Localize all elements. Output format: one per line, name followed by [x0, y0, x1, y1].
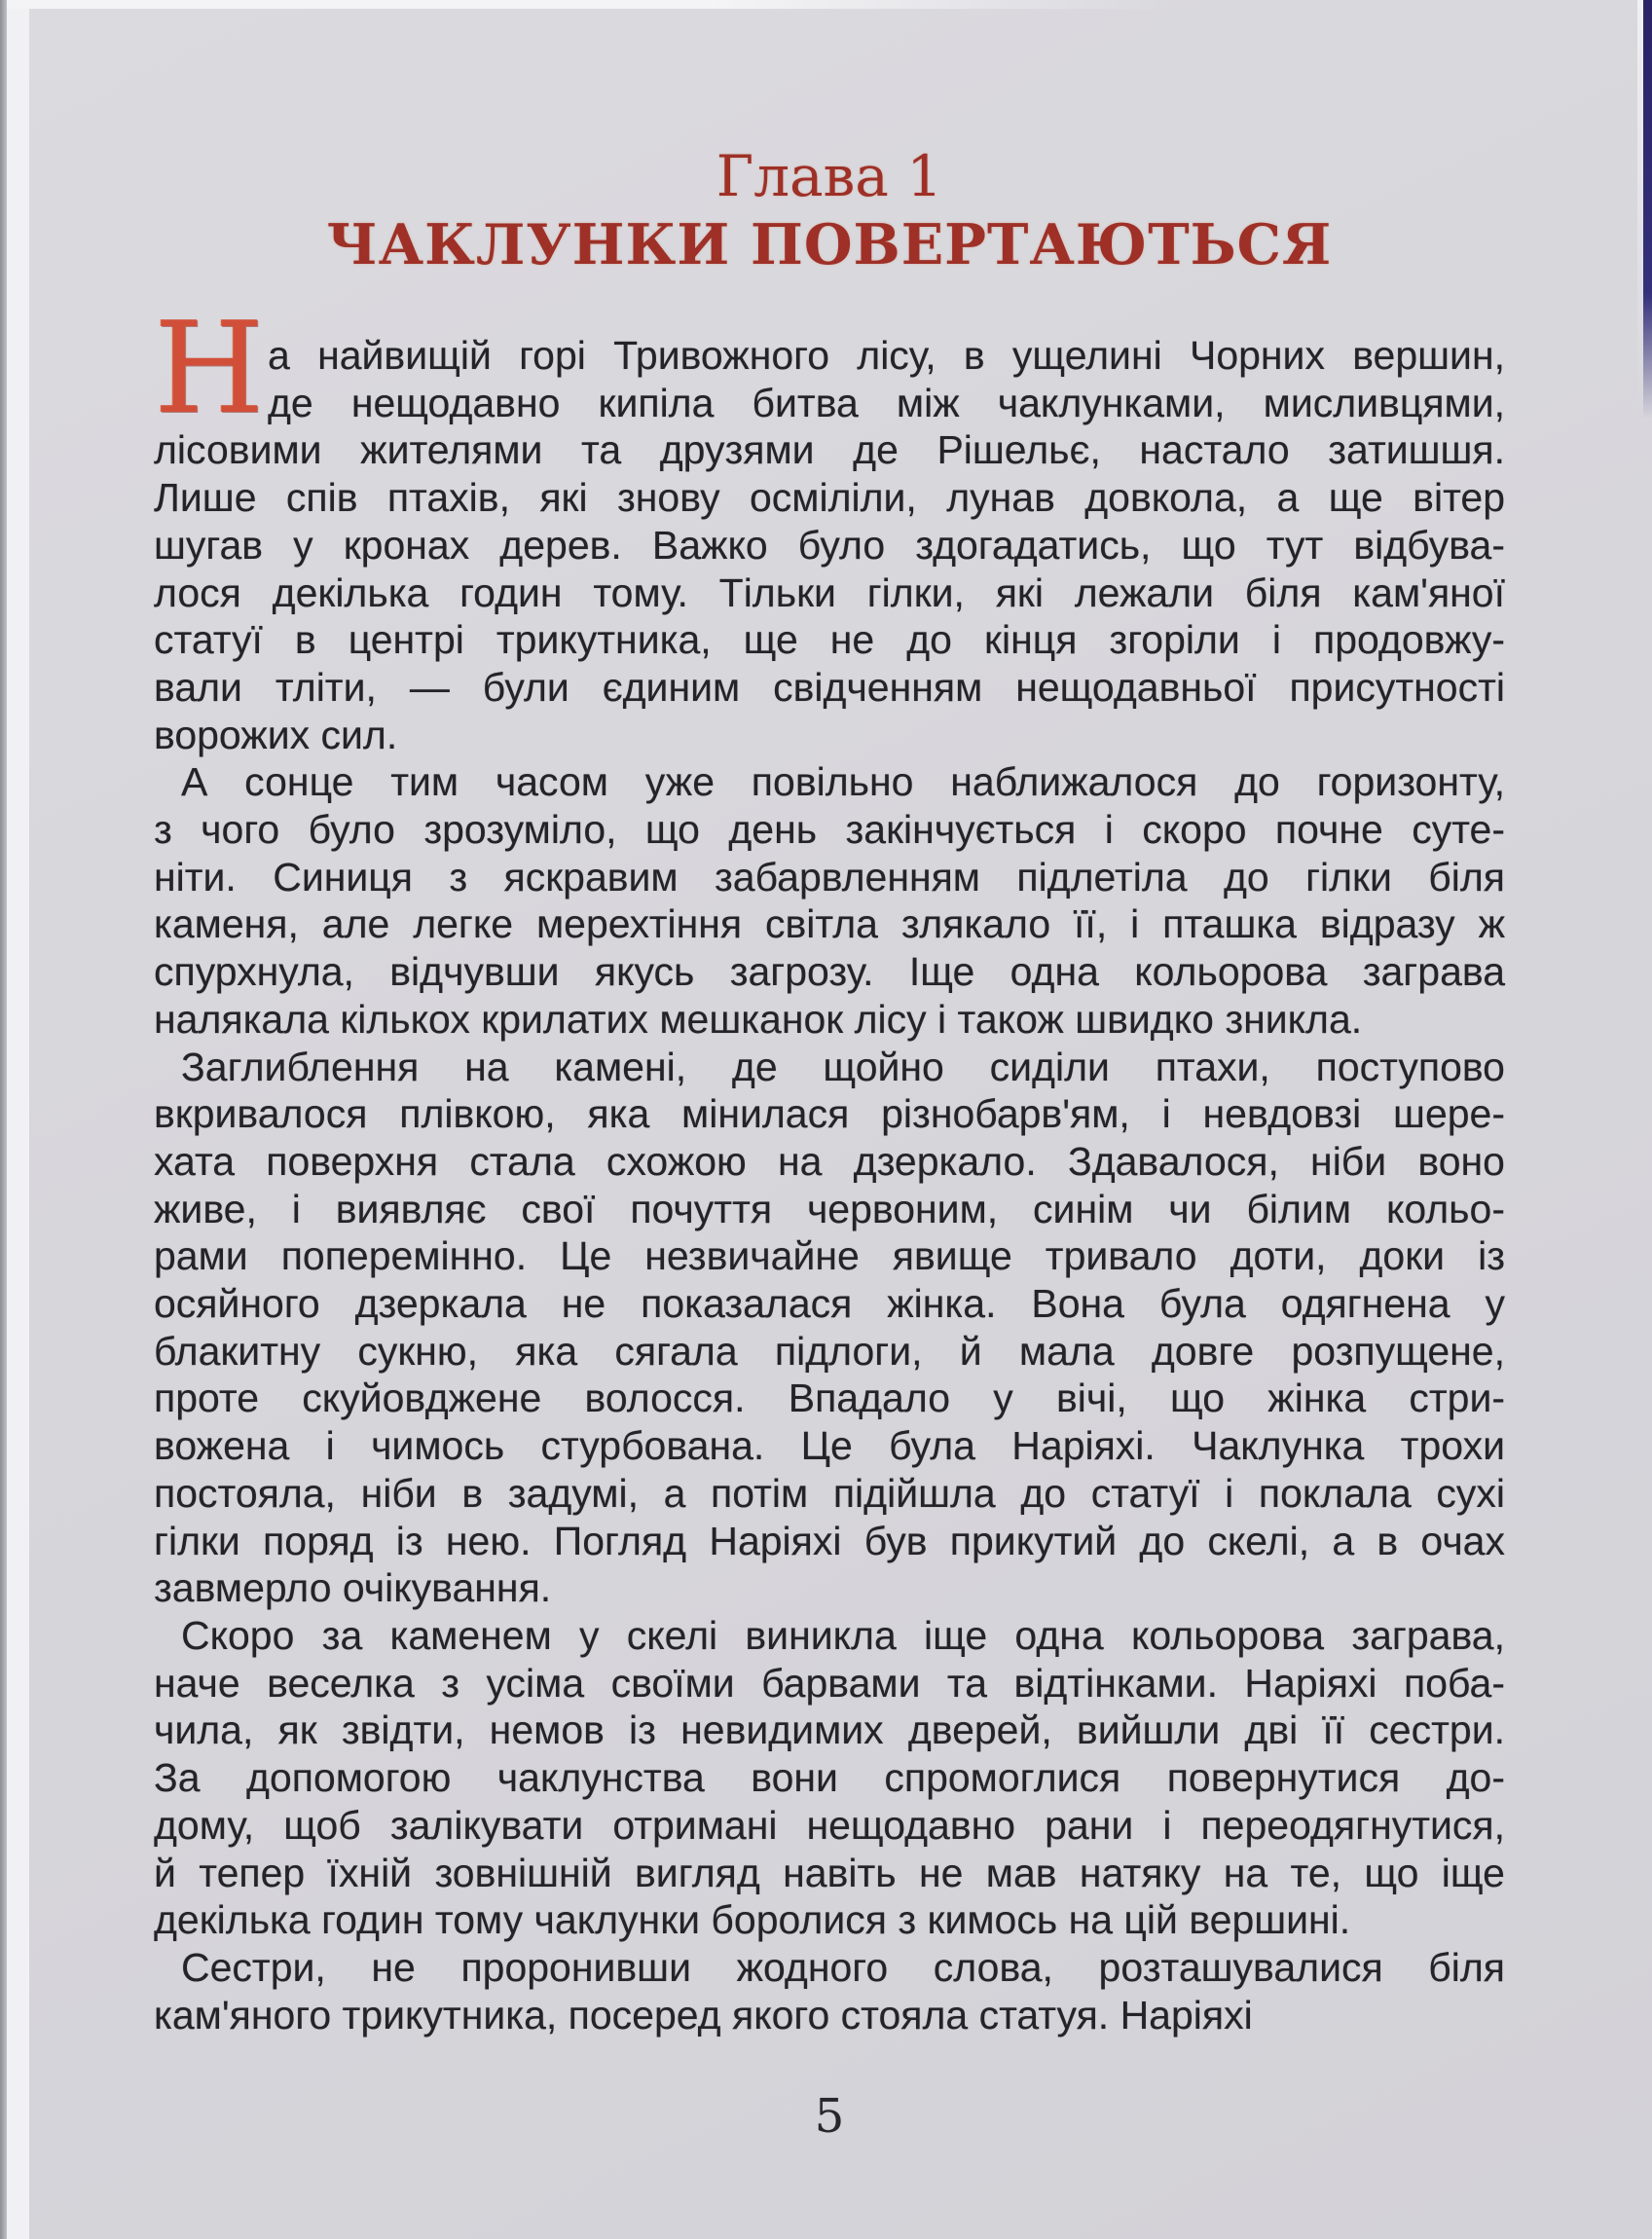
text-line: де нещодавно кипіла битва між чаклунками, мисливцями,	[268, 380, 1505, 425]
text-line: дому, щоб залікувати отримані нещодавно рани і переодягнутися,	[154, 1802, 1505, 1848]
text-line: кам'яного трикутника, посеред якого стояла статуя. Наріяхі	[154, 1992, 1253, 2037]
text-line: хата поверхня стала схожою на дзеркало. Здавалося, ніби воно	[154, 1138, 1505, 1184]
text-line: наче веселка з усіма своїми барвами та відтінками. Наріяхі поба-	[154, 1660, 1505, 1706]
text-line: налякала кількох крилатих мешканок лісу і також швидко зникла.	[154, 996, 1363, 1042]
text-line: вожена і чимось стурбована. Це була Наріяхі. Чаклунка трохи	[154, 1423, 1505, 1469]
paragraph	[154, 1944, 1505, 2038]
text-line: й тепер їхній зовнішній вигляд навіть не мав натяку на те, що іще	[154, 1850, 1505, 1895]
text-line: гілки поряд із нею. Погляд Наріяхі був прикутий до скелі, а в очах	[154, 1518, 1505, 1563]
drop-cap-letter: Н	[154, 294, 265, 442]
text-line: з чого було зрозуміло, що день закінчується і скоро почне суте-	[154, 807, 1505, 853]
text-line: постояла, ніби в задумі, а потім підійшла до статуї і поклала сухі	[154, 1470, 1505, 1516]
page-content	[154, 0, 1505, 2239]
text-line: А сонце тим часом уже повільно наближалося до горизонту,	[181, 759, 1505, 805]
paragraph	[154, 1612, 1505, 1944]
text-line: вкривалося плівкою, яка мінилася різнобарв'ям, і невдовзі шере-	[154, 1091, 1505, 1137]
text-line: вали тліти, — були єдиним свідченням нещодавньої присутності	[154, 664, 1505, 710]
text-line: а найвищій горі Тривожного лісу, в ущелині Чорних вершин,	[268, 333, 1505, 378]
text-line: завмерло очікування.	[154, 1565, 552, 1611]
text-line: блакитну сукню, яка сягала підлоги, й мала довге розпущене,	[154, 1328, 1505, 1374]
text-line: Заглиблення на камені, де щойно сиділи птахи, поступово	[181, 1044, 1505, 1089]
text-line: проте скуйовджене волосся. Впадало у вічі, що жінка стри-	[154, 1376, 1505, 1421]
text-line: ніти. Синиця з яскравим забарвленням підлетіла до гілки біля	[154, 854, 1505, 899]
text-line: живе, і виявляє свої почуття червоним, синім чи білим кольо-	[154, 1186, 1505, 1231]
paragraph	[154, 294, 1505, 758]
text-line: лісовими жителями та друзями де Рішельє, настало затишшя.	[154, 427, 1505, 473]
text-line: рами поперемінно. Це незвичайне явище тривало доти, доки із	[154, 1233, 1505, 1279]
chapter-label: Глава 1	[716, 143, 943, 209]
text-line: осяйного дзеркала не показалася жінка. Вона була одягнена у	[154, 1281, 1505, 1327]
text-line: чила, як звідти, немов із невидимих дверей, вийшли дві її сестри.	[154, 1707, 1505, 1753]
text-line: Лише спів птахів, які знову осміліли, лунав довкола, а ще вітер	[154, 475, 1505, 521]
text-line: Скоро за каменем у скелі виникла іще одна кольорова заграва,	[181, 1612, 1505, 1658]
text-line: статуї в центрі трикутника, ще не до кінця згоріли і продовжу-	[154, 617, 1505, 663]
paragraph	[154, 1044, 1505, 1612]
page-left-edge	[7, 0, 29, 2239]
paragraph	[154, 758, 1505, 1043]
text-line: декілька годин тому чаклунки боролися з кимось на цій вершині.	[154, 1897, 1351, 1943]
text-line: лося декілька годин тому. Тільки гілки, які лежали біля кам'яної	[154, 569, 1505, 615]
text-line: За допомогою чаклунства вони спромоглися повернутися до-	[154, 1755, 1505, 1801]
text-line: ворожих сил.	[154, 712, 398, 757]
text-line: спурхнула, відчувши якусь загрозу. Іще одна кольорова заграва	[154, 949, 1505, 995]
text-line: Сестри, не проронивши жодного слова, розташувалися біля	[181, 1944, 1505, 1990]
body-text	[154, 294, 1505, 2038]
text-line: каменя, але легке мерехтіння світла злякало її, і пташка відразу ж	[154, 901, 1505, 947]
scan-left-shadow	[0, 0, 7, 2239]
book-cover-edge	[1643, 0, 1652, 419]
chapter-title: ЧАКЛУНКИ ПОВЕРТАЮТЬСЯ	[326, 212, 1333, 277]
text-line: шугав у кронах дерев. Важко було здогадатись, що тут відбува-	[154, 522, 1505, 568]
page-number: 5	[814, 2089, 845, 2144]
